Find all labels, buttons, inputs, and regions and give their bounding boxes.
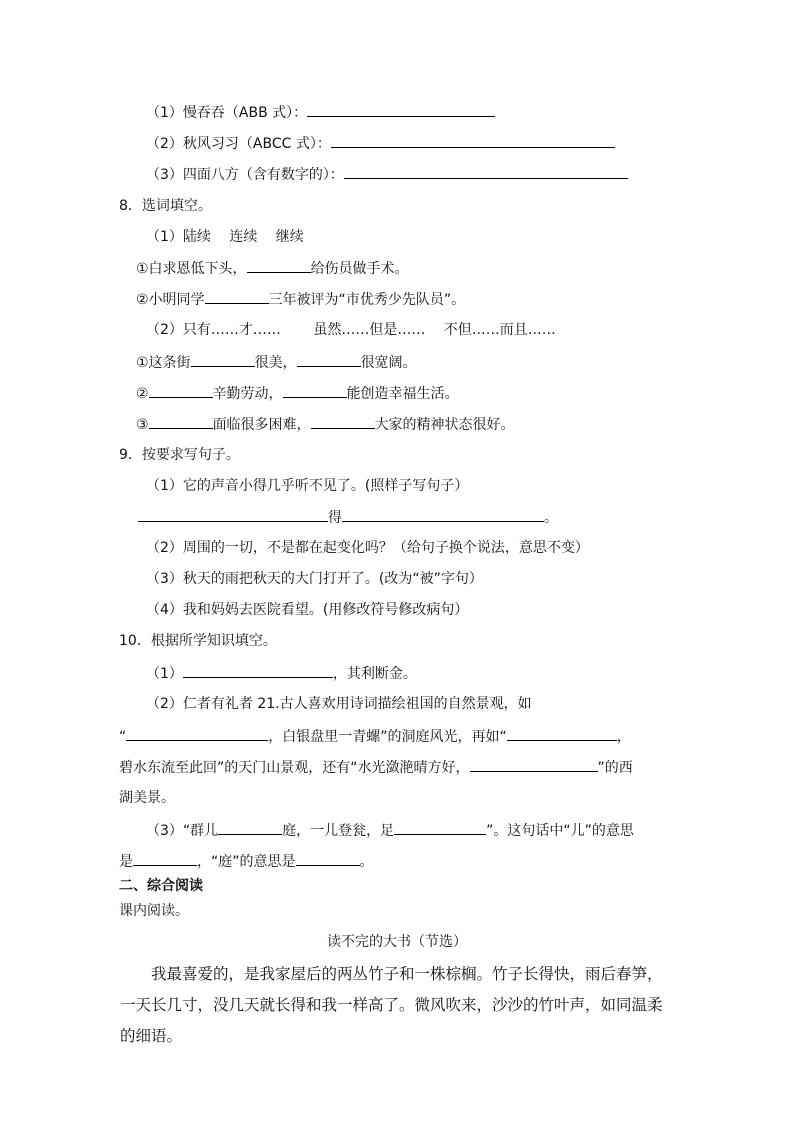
q8-word-group-2: （2）只有……才…… 虽然……但是…… 不但……而且…… xyxy=(146,322,556,338)
q10-i3-b: 庭，一儿登瓮，足 xyxy=(282,823,395,839)
passage-paragraph: 我最喜爱的，是我家屋后的两丛竹子和一株棕榈。竹子长得快，雨后春笋，一天长几寸，没几天就长得和我一样高了。微风吹来，沙沙的竹叶声，如同温柔的细语。 xyxy=(120,965,663,1045)
q8-s3-b: 很美， xyxy=(254,355,297,371)
q10-item-1 xyxy=(146,663,417,684)
answer-blank[interactable] xyxy=(218,820,282,835)
answer-blank[interactable] xyxy=(311,414,375,429)
answer-blank[interactable] xyxy=(126,726,268,741)
q7-item-1-text: （1）慢吞吞（ABB 式）： xyxy=(146,105,308,121)
q8-sentence-3 xyxy=(136,352,417,373)
q10-l6-a: 是 xyxy=(119,854,133,870)
section-subheading: 课内阅读。 xyxy=(119,903,189,919)
q8-sentence-5 xyxy=(136,414,515,435)
q8-s3-c: 很宽阔。 xyxy=(360,355,417,371)
q10-item-3-line-2 xyxy=(119,851,374,872)
answer-blank[interactable] xyxy=(183,663,333,678)
q10-i1-a: （1） xyxy=(146,666,183,682)
q9-item-1: （1）它的声音小得几乎听不见了。(照样子写句子） xyxy=(146,478,469,494)
q9-item-4: （4）我和妈妈去医院看望。(用修改符号修改病句） xyxy=(146,602,469,618)
q10-i3-a: （3）“群儿 xyxy=(146,823,219,839)
answer-blank[interactable] xyxy=(342,507,544,522)
passage-title: 读不完的大书（节选） xyxy=(327,934,467,950)
q9-item-3: （3）秋天的雨把秋天的大门打开了。(改为“被”字句） xyxy=(146,571,483,587)
answer-blank[interactable] xyxy=(247,258,311,273)
q8-sentence-2 xyxy=(136,289,465,310)
q10-item-2-line-4: 湖美景。 xyxy=(119,790,175,806)
answer-blank[interactable] xyxy=(307,102,495,117)
answer-blank[interactable] xyxy=(191,352,255,367)
q8-s2-a: ②小明同学 xyxy=(136,292,205,308)
q7-item-2-text: （2）秋风习习（ABCC 式）： xyxy=(146,136,331,152)
q9-model-end: 。 xyxy=(544,510,558,526)
q8-s4-c: 能创造幸福生活。 xyxy=(346,386,459,402)
q8-sentence-4 xyxy=(136,383,459,404)
q10-item-3 xyxy=(146,820,634,841)
answer-blank[interactable] xyxy=(133,851,197,866)
q10-item-2-line-3 xyxy=(119,757,633,778)
q8-s5-c: 大家的精神状态很好。 xyxy=(374,417,515,433)
answer-blank[interactable] xyxy=(283,383,347,398)
q9-model-mid: 得 xyxy=(328,510,342,526)
q7-item-1 xyxy=(146,102,495,123)
answer-blank[interactable] xyxy=(394,820,486,835)
q10-l6-c: 。 xyxy=(359,854,374,870)
q8-word-group-1: （1）陆续 连续 继续 xyxy=(146,229,304,245)
answer-blank[interactable] xyxy=(507,726,617,741)
answer-blank[interactable] xyxy=(149,414,213,429)
q9-title: 9．按要求写句子。 xyxy=(119,447,240,463)
q8-s4-b: 辛勤劳动， xyxy=(212,386,283,402)
q10-l2-c: ， xyxy=(616,729,631,745)
q8-s2-b: 三年被评为“市优秀少先队员”。 xyxy=(268,292,466,308)
answer-blank[interactable] xyxy=(205,289,269,304)
q10-l3-b: ”的西 xyxy=(597,760,633,776)
answer-blank[interactable] xyxy=(138,507,328,522)
answer-blank[interactable] xyxy=(331,133,615,148)
q8-s3-a: ①这条街 xyxy=(136,355,191,371)
q8-title: 8．选词填空。 xyxy=(119,198,212,214)
q7-item-2 xyxy=(146,133,615,154)
q9-model-sentence xyxy=(138,507,558,528)
q10-i1-b: ，其利断金。 xyxy=(332,666,417,682)
q7-item-3-text: （3）四面八方（含有数字的）： xyxy=(146,167,344,183)
q10-item-2: （2）仁者有礼者 21.古人喜欢用诗词描绘祖国的自然景观，如 xyxy=(146,696,532,712)
q10-item-2-line-2 xyxy=(119,726,631,747)
q10-title: 10．根据所学知识填空。 xyxy=(119,633,277,649)
q10-l2-a: “ xyxy=(119,729,127,745)
q8-s4-a: ② xyxy=(136,386,149,402)
q10-l6-b: ，“庭”的意思是 xyxy=(197,854,296,870)
q8-s5-b: 面临很多困难， xyxy=(212,417,311,433)
q10-l2-b: ，白银盘里一青螺”的洞庭风光，再如“ xyxy=(268,729,507,745)
q8-s1-b: 给伤员做手术。 xyxy=(310,261,409,277)
q8-s1-a: ①白求恩低下头， xyxy=(136,261,247,277)
q10-l3-a: 碧水东流至此回”的天门山景观，还有“水光潋滟晴方好， xyxy=(119,760,470,776)
answer-blank[interactable] xyxy=(470,757,598,772)
answer-blank[interactable] xyxy=(149,383,213,398)
section-heading: 二、综合阅读 xyxy=(119,878,203,894)
answer-blank[interactable] xyxy=(297,352,361,367)
q7-item-3 xyxy=(146,164,628,185)
q10-i3-c: ”。这句话中“儿”的意思 xyxy=(486,823,634,839)
answer-blank[interactable] xyxy=(344,164,628,179)
q9-item-2: （2）周围的一切，不是都在起变化吗？（给句子换个说法，意思不变） xyxy=(146,540,589,556)
q8-sentence-1 xyxy=(136,258,409,279)
answer-blank[interactable] xyxy=(296,851,360,866)
q8-s5-a: ③ xyxy=(136,417,149,433)
